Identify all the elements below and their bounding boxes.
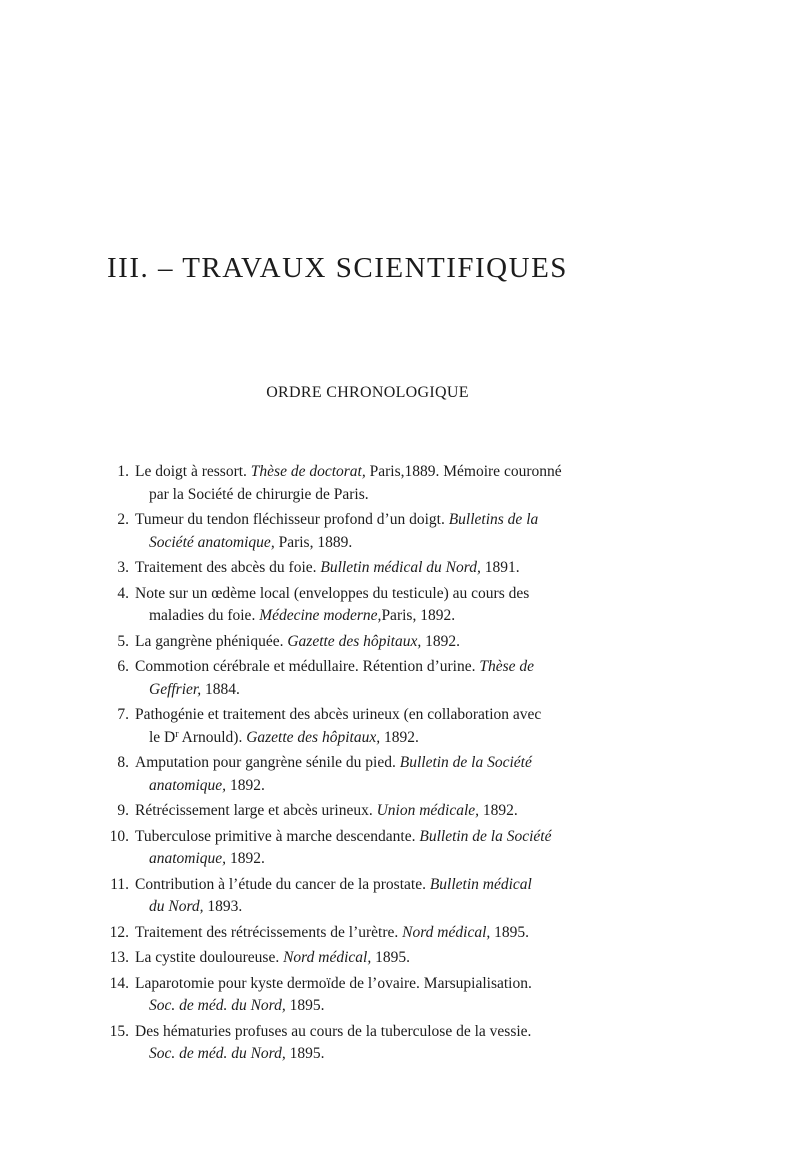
entry-source: Bulletin de la Société: [399, 754, 532, 771]
entry-text-line1: Le doigt à ressort. Thèse de doctorat, Paris,1889. Mémoire couronné: [135, 463, 562, 480]
bibliography-entry: [100, 461, 630, 506]
entry-number: 11.: [110, 875, 129, 893]
entry-text: [135, 922, 630, 945]
entry-number: 12.: [109, 923, 129, 941]
entry-source: Thèse de doctorat,: [250, 463, 366, 480]
entry-text: [135, 583, 630, 628]
section-title: III. – TRAVAUX SCIENTIFIQUES: [107, 252, 568, 284]
entry-source: anatomique,: [149, 850, 227, 867]
entry-source: Société anatomique,: [149, 533, 275, 551]
entry-text: [135, 704, 630, 749]
entry-number: 2.: [117, 511, 129, 528]
entry-text: [135, 557, 630, 580]
entry-source: Nord médical,: [402, 923, 491, 941]
entry-text-line2: par la Société de chirurgie de Paris.: [149, 485, 369, 503]
entry-text-line1: Des hématuries profuses au cours de la tuberculose de la vessie.: [135, 1022, 532, 1040]
entry-source: Bulletin de la Société: [419, 827, 552, 845]
entry-text: [135, 973, 630, 1018]
entry-text-line2: Geffrier, 1884.: [149, 680, 240, 698]
entry-source: Union médicale,: [376, 802, 480, 819]
entry-number: 7.: [117, 706, 129, 723]
entry-number: 10.: [109, 827, 129, 845]
entry-source: Gazette des hôpitaux,: [287, 632, 422, 650]
entry-text-line2: Soc. de méd. du Nord, 1895.: [149, 1045, 325, 1062]
entry-number: 14.: [109, 974, 129, 992]
entry-text-line1: Laparotomie pour kyste dermoïde de l’ovaire. Marsupialisation.: [135, 974, 532, 992]
entry-text-line2: Société anatomique, Paris, 1889.: [149, 533, 353, 551]
bibliography-entry: [100, 631, 630, 654]
entry-source: Médecine moderne,: [259, 607, 382, 624]
entry-source: du Nord,: [149, 898, 204, 915]
entry-source: Gazette des hôpitaux,: [246, 728, 381, 746]
entry-text-line1: Contribution à l’étude du cancer de la prostate. Bulletin médical: [135, 875, 532, 893]
entry-text-line2: anatomique, 1892.: [149, 850, 265, 867]
entry-text: [135, 509, 630, 554]
entry-source: Bulletin médical du Nord,: [320, 559, 481, 576]
entry-number: 3.: [117, 559, 129, 576]
entry-text-line1: Commotion cérébrale et médullaire. Rétention d’urine. Thèse de: [135, 658, 535, 675]
entry-text: [135, 461, 630, 506]
bibliography-entry: [100, 752, 630, 797]
entry-text: [135, 947, 630, 970]
entry-number: 15.: [109, 1022, 129, 1040]
entry-number: 9.: [117, 802, 129, 819]
entry-text: [135, 826, 630, 871]
bibliography-entry: [100, 947, 630, 970]
bibliography-entry: [100, 922, 630, 945]
entry-source: Geffrier,: [149, 680, 202, 698]
entry-text-line1: Note sur un œdème local (enveloppes du testicule) au cours des: [135, 584, 530, 602]
entry-text: [135, 874, 630, 919]
entry-source: Thèse de: [479, 658, 535, 675]
bibliography-entry: [100, 826, 630, 871]
entry-source: Nord médical,: [283, 949, 372, 966]
section-subtitle: ORDRE CHRONOLOGIQUE: [266, 384, 469, 401]
entry-text-line1: Rétrécissement large et abcès urineux. Union médicale, 1892.: [135, 802, 518, 819]
entry-text: [135, 752, 630, 797]
entry-text-line1: Traitement des rétrécissements de l’urètre. Nord médical, 1895.: [135, 923, 530, 941]
entry-text-line2: du Nord, 1893.: [149, 898, 243, 915]
entry-text: [135, 1021, 630, 1066]
entry-text-line1: Tuberculose primitive à marche descendante. Bulletin de la Société: [135, 827, 552, 845]
entry-text-line1: La cystite douloureuse. Nord médical, 1895.: [135, 949, 410, 966]
bibliography-entry: [100, 656, 630, 701]
entry-text-line1: Pathogénie et traitement des abcès urineux (en collaboration avec: [135, 706, 542, 723]
entry-number: 4.: [117, 584, 129, 602]
entry-source: Bulletins de la: [448, 511, 539, 528]
entry-source: Bulletin médical: [429, 875, 532, 893]
entry-number: 8.: [117, 754, 129, 771]
bibliography-entry: [100, 704, 630, 749]
entry-text-line1: Amputation pour gangrène sénile du pied. Bulletin de la Société: [135, 754, 532, 771]
superscript: r: [175, 728, 179, 740]
entry-text: [135, 656, 630, 701]
bibliography-entry: [100, 800, 630, 823]
entry-source: anatomique,: [149, 776, 227, 794]
entry-number: 13.: [109, 949, 129, 966]
entry-number: 5.: [117, 632, 129, 650]
bibliography-entry: [100, 583, 630, 628]
entry-source: Soc. de méd. du Nord,: [149, 997, 286, 1014]
entry-text: [135, 800, 630, 823]
bibliography-entry: [100, 874, 630, 919]
entry-text-line1: Tumeur du tendon fléchisseur profond d’un doigt. Bulletins de la: [135, 511, 539, 528]
entry-number: 1.: [117, 463, 129, 480]
entry-text: [135, 631, 630, 654]
entry-number: 6.: [117, 658, 129, 675]
bibliography-entry: [100, 509, 630, 554]
entry-text-line2: Soc. de méd. du Nord, 1895.: [149, 997, 325, 1014]
entry-text-line1: La gangrène phéniquée. Gazette des hôpitaux, 1892.: [135, 632, 460, 650]
bibliography-entry: [100, 973, 630, 1018]
entry-source: Soc. de méd. du Nord,: [149, 1045, 286, 1062]
entry-text-line2: anatomique, 1892.: [149, 776, 265, 794]
entry-text-line1: Traitement des abcès du foie. Bulletin médical du Nord, 1891.: [135, 559, 520, 576]
bibliography-entry: [100, 1021, 630, 1066]
entry-text-line2: maladies du foie. Médecine moderne,Paris, 1892.: [149, 607, 456, 624]
bibliography-entry: [100, 557, 630, 580]
entry-text-line2: le $D^r$ Arnould). Gazette des hôpitaux, 1892.: [149, 728, 419, 746]
bibliography-list: [100, 461, 630, 1069]
